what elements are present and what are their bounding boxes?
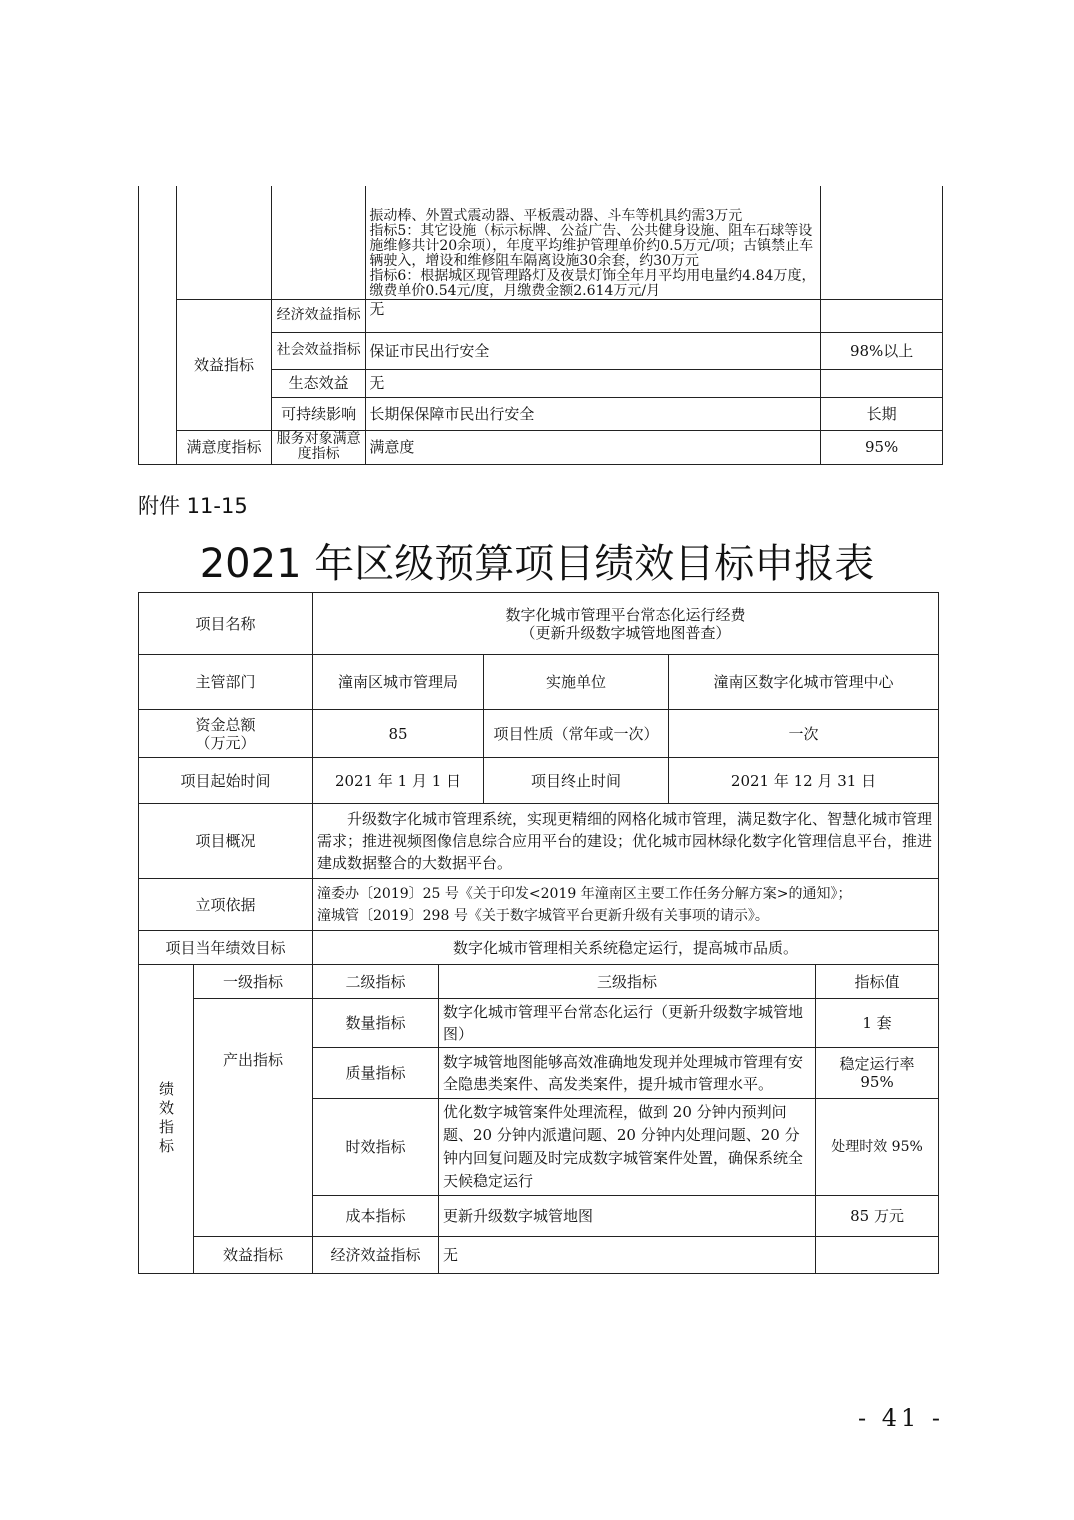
prev-row-value: [821, 369, 943, 397]
goal-label: 项目当年绩效目标: [139, 931, 313, 965]
end-value: 2021 年 12 月 31 日: [669, 758, 939, 804]
prev-blank-col3: [271, 186, 366, 299]
prev-row-sub: 经济效益指标: [271, 299, 366, 332]
project-name: 数字化城市管理平台常态化运行经费 （更新升级数字城管地图普查）: [313, 593, 939, 655]
end-label: 项目终止时间: [484, 758, 669, 804]
prev-satisfaction-sub: 服务对象满意度指标: [271, 430, 366, 464]
prev-row-value: [821, 299, 943, 332]
goal-text: 数字化城市管理相关系统稳定运行，提高城市品质。: [313, 931, 939, 965]
perf-label-cell: [139, 965, 194, 1274]
output-value: 处理时效 95%: [816, 1099, 939, 1196]
page-title: 2021 年区级预算项目绩效目标申报表: [199, 541, 875, 587]
header-value: 指标值: [816, 965, 939, 999]
output-sub: 质量指标: [313, 1048, 439, 1099]
impl-label: 实施单位: [484, 655, 669, 710]
output-content: 优化数字城管案件处理流程，做到 20 分钟内预判问题、20 分钟内派遣问题、20 分钟内处理问题、20 分钟内回复问题及时完成数字城管案件处置，确保系统全天候稳定运行: [439, 1099, 816, 1196]
fund-label: 资金总额 （万元）: [139, 710, 313, 758]
prev-row-content: 无: [366, 299, 821, 332]
prev-row-sub: 可持续影响: [271, 397, 366, 430]
basis-label: 立项依据: [139, 879, 313, 931]
prev-row-content: 保证市民出行安全: [366, 332, 821, 369]
performance-form: [138, 592, 939, 1274]
prev-satisfaction-content: 满意度: [366, 430, 821, 464]
basis-text: 潼委办〔2019〕25 号《关于印发<2019 年潼南区主要工作任务分解方案>的通知》； 潼城管〔2019〕298 号《关于数字城管平台更新升级有关事项的请示》。: [313, 879, 939, 931]
perf-label: 绩效指标: [157, 1081, 175, 1157]
prev-blank-col2: [177, 186, 272, 299]
output-label: 产出指标: [194, 999, 313, 1237]
benefit-label: 效益指标: [194, 1237, 313, 1274]
output-value: 85 万元: [816, 1196, 939, 1237]
dept-label: 主管部门: [139, 655, 313, 710]
prev-row-sub: 社会效益指标: [271, 332, 366, 369]
benefit-sub: 经济效益指标: [313, 1237, 439, 1274]
output-content: 更新升级数字城管地图: [439, 1196, 816, 1237]
start-value: 2021 年 1 月 1 日: [313, 758, 484, 804]
prev-row-value: 长期: [821, 397, 943, 430]
nature-label: 项目性质（常年或一次）: [484, 710, 669, 758]
prev-benefit-label: 效益指标: [177, 299, 272, 430]
benefit-value: [816, 1237, 939, 1274]
benefit-content: 无: [439, 1237, 816, 1274]
output-content: 数字化城市管理平台常态化运行（更新升级数字城管地图）: [439, 999, 816, 1048]
project-name-label: 项目名称: [139, 593, 313, 655]
output-sub: 数量指标: [313, 999, 439, 1048]
page-number: - 41 -: [858, 1404, 945, 1432]
header-level2: 二级指标: [313, 965, 439, 999]
overview-label: 项目概况: [139, 804, 313, 879]
annex-label: 附件 11-15: [138, 494, 248, 518]
prev-cont-text: 振动棒、外置式震动器、平板震动器、斗车等机具约需3万元 指标5：其它设施（标示标牌、公益广告、公共健身设施、阻车石球等设施维修共计20余项），年度平均维护管理单价约0.5万元/项；古镇禁止车辆驶入，增设和维修阻车隔离设施30余套，约30万元 指标6：根据城区现管理路灯及夜景灯饰全年月平均用电量约4.84万度，缴费单价0.54元/度，月缴费金额2.614万元/月: [366, 186, 821, 299]
impl-value: 潼南区数字化城市管理中心: [669, 655, 939, 710]
header-level3: 三级指标: [439, 965, 816, 999]
prev-blank-left: [139, 299, 177, 464]
previous-table: [138, 186, 943, 465]
fund-value: 85: [313, 710, 484, 758]
prev-row-value: 98%以上: [821, 332, 943, 369]
prev-satisfaction-label: 满意度指标: [177, 430, 272, 464]
nature-value: 一次: [669, 710, 939, 758]
prev-blank-col: [139, 186, 177, 299]
output-sub: 时效指标: [313, 1099, 439, 1196]
output-sub: 成本指标: [313, 1196, 439, 1237]
output-value: 1 套: [816, 999, 939, 1048]
prev-blank-col5: [821, 186, 943, 299]
dept-value: 潼南区城市管理局: [313, 655, 484, 710]
prev-row-content: 无: [366, 369, 821, 397]
start-label: 项目起始时间: [139, 758, 313, 804]
prev-satisfaction-value: 95%: [821, 430, 943, 464]
output-content: 数字城管地图能够高效准确地发现并处理城市管理有安全隐患类案件、高发类案件，提升城市管理水平。: [439, 1048, 816, 1099]
overview-text: 升级数字化城市管理系统，实现更精细的网格化城市管理，满足数字化、智慧化城市管理需求；推进视频图像信息综合应用平台的建设；优化城市园林绿化数字化管理信息平台，推进建成数据整合的大数据平台。: [313, 804, 939, 879]
output-value: 稳定运行率 95%: [816, 1048, 939, 1099]
prev-row-content: 长期保保障市民出行安全: [366, 397, 821, 430]
prev-row-sub: 生态效益: [271, 369, 366, 397]
header-level1: 一级指标: [194, 965, 313, 999]
